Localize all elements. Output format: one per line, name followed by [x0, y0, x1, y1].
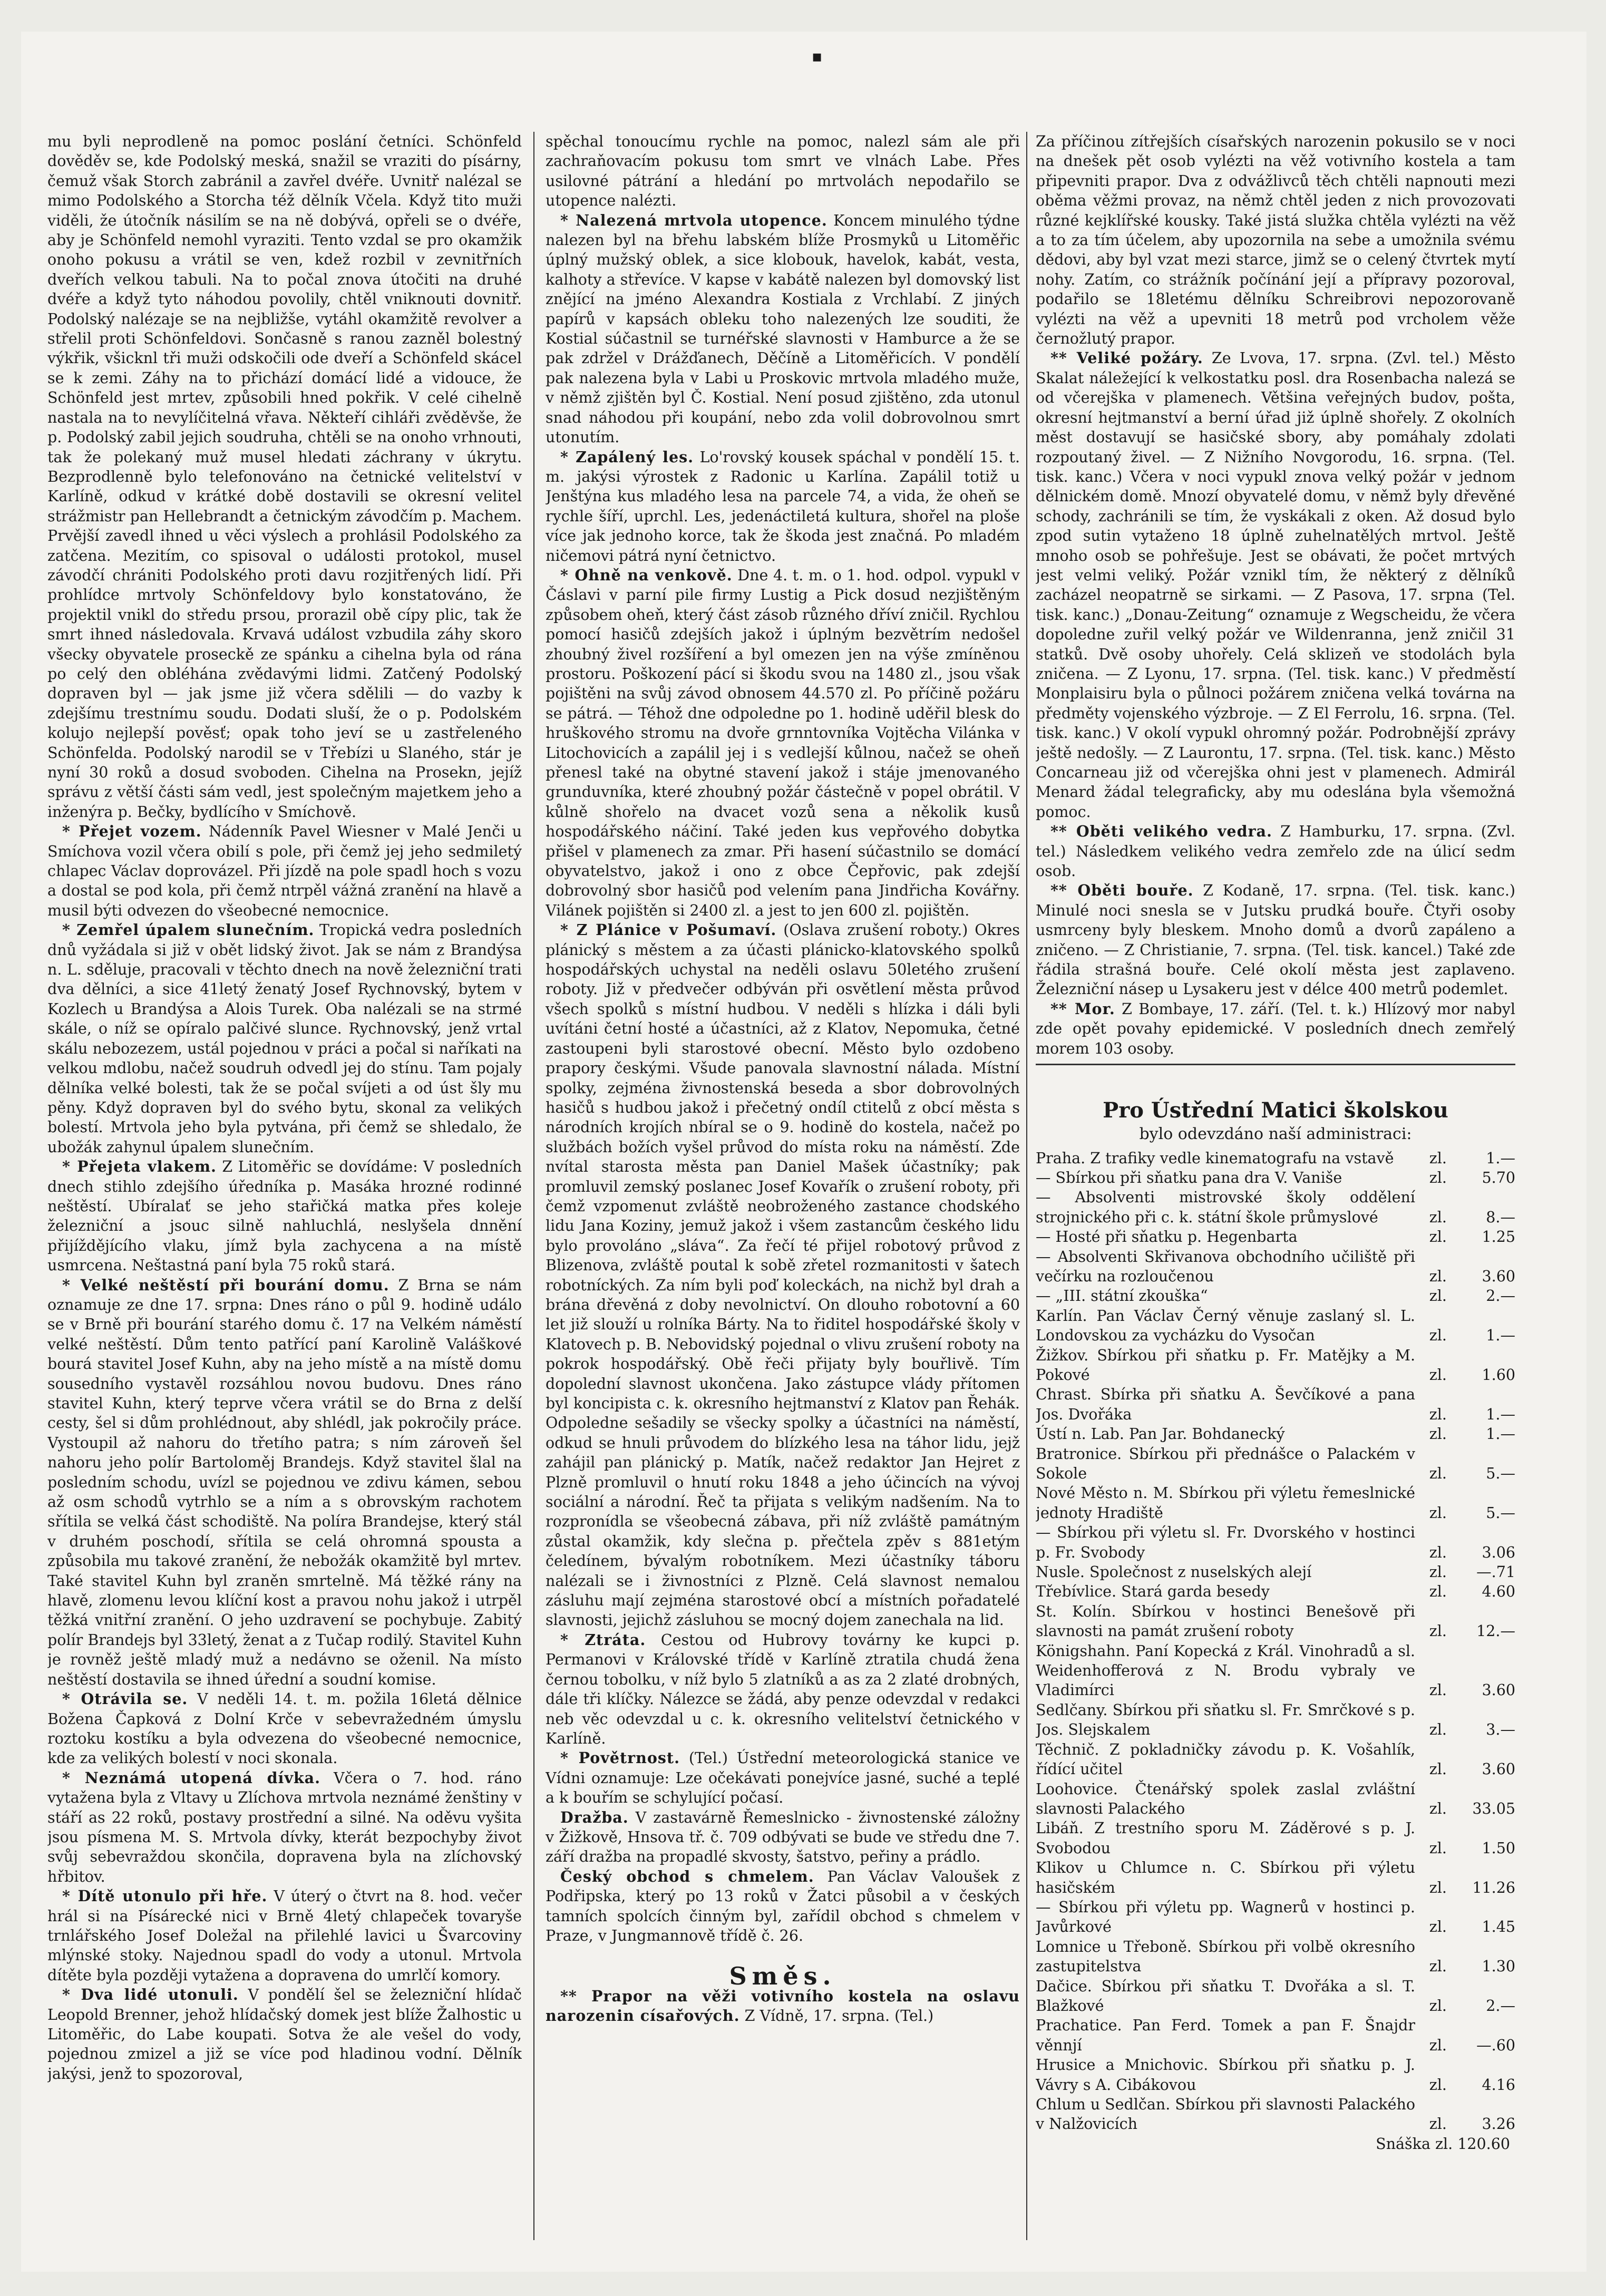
donation-currency: zl.	[1429, 1228, 1447, 1246]
article-heading: * Zemřel úpalem slunečním.	[62, 921, 315, 939]
article-text: Pan Václav Valoušek z Podřipska, který po 13 roků v Žatci působil a v českých tamních spolcích činným byl, zařídil obchod s chmelem v Praze, v Jungmannově třídě č. 26.	[546, 1867, 1020, 1944]
donation-currency: zl.	[1429, 1721, 1447, 1739]
donation-row	[1036, 1168, 1515, 1188]
donation-text: — Sbírkou při výletu sl. Fr. Dvorského v hostinci p. Fr. Svobody	[1036, 1524, 1415, 1561]
article-paragraph	[546, 1748, 1020, 1807]
donation-text: Nusle. Společnost z nuselských alejí	[1036, 1563, 1312, 1581]
article-heading: * Ztráta.	[560, 1630, 646, 1649]
article-paragraph	[47, 1768, 522, 1886]
donation-row	[1036, 1227, 1515, 1247]
article-text: Z Litoměřic se dovídáme: V posledních dnech stihlo zdejšího úředníka p. Masáka hrozné rodinné neštěstí. Ubíralať se jeho stařičká matka přes koleje železniční a jsouc silně nahluchlá, neslyšela dnnění přijíždějícího vlaku, jímž byla zachycena a na místě usmrcena. Neštastná paní byla 75 roků stará.	[47, 1158, 522, 1275]
donation-text: Ústí n. Lab. Pan Jar. Bohdanecký	[1036, 1425, 1285, 1443]
donation-amount: 5.—	[1486, 1504, 1515, 1522]
article-heading: * Přejeta vlakem.	[62, 1157, 217, 1176]
article-paragraph	[546, 1867, 1020, 1946]
donation-amount: 1.—	[1486, 1405, 1515, 1423]
donation-amount: 3.—	[1486, 1721, 1515, 1739]
donation-amount: 5.—	[1486, 1465, 1515, 1482]
donation-currency: zl.	[1429, 1681, 1447, 1699]
donation-row	[1036, 1247, 1515, 1287]
article-paragraph	[546, 566, 1020, 920]
article-heading: * Ohně na venkově.	[560, 566, 733, 584]
article-text: (Tel.) Ústřední meteorologická stanice ve Vídni oznamuje: Lze očekávati ponejvíce jasné, suché a teplé a k bouřím se schylující počasí.	[546, 1749, 1020, 1807]
donation-currency: zl.	[1429, 2036, 1447, 2054]
matice-subtitle: bylo odevzdáno naší administraci:	[1139, 1125, 1412, 1144]
donation-text: Žižkov. Sbírkou při sňatku p. Fr. Matějky a M. Pokové	[1036, 1346, 1415, 1384]
article-paragraph	[1036, 999, 1515, 1058]
donation-text: Prachatice. Pan Ferd. Tomek a pan F. Šnajdr věnnjí	[1036, 2017, 1415, 2054]
article-paragraph	[546, 1630, 1020, 1748]
donation-amount: 33.05	[1472, 1799, 1515, 1817]
donation-row	[1036, 1444, 1515, 1484]
donation-total	[1036, 2134, 1515, 2154]
donation-amount: 3.60	[1482, 1681, 1515, 1699]
donation-row	[1036, 2095, 1515, 2134]
donation-row	[1036, 1306, 1515, 1346]
article-paragraph	[47, 1985, 522, 2084]
article-paragraph	[47, 822, 522, 920]
total-currency: zl.	[1435, 2135, 1453, 2153]
donation-currency: zl.	[1429, 1997, 1447, 2015]
donation-amount: 2.—	[1486, 1997, 1515, 2015]
donation-text: Chrast. Sbírka při sňatku A. Ševčíkové a pana Jos. Dvořáka	[1036, 1386, 1415, 1423]
donation-currency: zl.	[1429, 1327, 1447, 1345]
newspaper-page	[21, 32, 1586, 2272]
donation-text: — Hosté při sňatku p. Hegenbarta	[1036, 1228, 1298, 1246]
donation-text: Königshahn. Paní Kopecká z Král. Vinohradů a sl. Weidenhofferová z N. Brodu vybraly ve Vladimírci	[1036, 1642, 1415, 1699]
article-heading: * Z Plánice v Pošumaví.	[560, 921, 777, 939]
donation-amount: 1.25	[1482, 1228, 1515, 1246]
donation-text: — „III. státní zkouška“	[1036, 1287, 1208, 1305]
donation-amount: 3.26	[1482, 2115, 1515, 2133]
article-text: V zastavárně Řemeslnicko - živnostenské záložny v Žižkově, Hnsova tř. č. 709 odbývati se bude ve středu dne 7. září dražba na propadlé skvosty, šatstvo, peřiny a prádlo.	[546, 1808, 1020, 1866]
donation-currency: zl.	[1429, 1425, 1447, 1443]
donation-row	[1036, 1898, 1515, 1937]
donation-list	[1036, 1149, 1515, 2134]
donation-text: Bratronice. Sbírkou při přednášce o Palackém v Sokole	[1036, 1445, 1415, 1482]
article-paragraph	[47, 1276, 522, 1690]
donation-amount: —.60	[1476, 2036, 1515, 2054]
article-heading: * Nalezená mrtvola utopence.	[560, 211, 828, 229]
donation-row	[1036, 1602, 1515, 1641]
top-mark: ▪	[812, 47, 823, 66]
donation-row	[1036, 1483, 1515, 1523]
column-3-articles	[1036, 132, 1515, 1058]
donation-amount: 1.30	[1482, 1958, 1515, 1976]
donation-currency: zl.	[1429, 1504, 1447, 1522]
donation-text: Třebívlice. Stará garda besedy	[1036, 1583, 1270, 1601]
donation-amount: 4.16	[1482, 2076, 1515, 2094]
donation-text: Lomnice u Třeboně. Sbírkou při volbě okresního zastupitelstva	[1036, 1938, 1415, 1976]
donation-text: Dačice. Sbírkou při sňatku T. Dvořáka a sl. T. Blažkové	[1036, 1977, 1415, 2015]
donation-currency: zl.	[1429, 1169, 1447, 1186]
donation-currency: zl.	[1429, 1583, 1447, 1601]
donation-currency: zl.	[1429, 1149, 1447, 1167]
donation-text: Karlín. Pan Václav Černý věnuje zaslaný sl. L. Londovskou za vycházku do Vysočan	[1036, 1307, 1415, 1345]
donation-row	[1036, 1286, 1515, 1306]
donation-text: Loohovice. Čtenářský spolek zaslal zvláštní slavnosti Palackého	[1036, 1780, 1415, 1817]
article-paragraph	[1036, 822, 1515, 881]
article-text: Dne 4. t. m. o 1. hod. odpol. vypukl v Čáslavi v parní pile firmy Lustig a Pick dosud nezjištěným způsobem oheň, který část zásob různého dříví zničil. Rychlou pomocí hasičů zdejších jakož i úplným bezvětrím nedošel zhoubný živel rozšíření a byl omezen jen na výše zmíněnou prostoru. Poškození pácí si škodu svou na 1480 zl., jsou však pojištěni na svůj závod obnosem 44.570 zl. Po příčině požáru se pátrá. — Téhož dne odpoledne po 1. hodině uděřil blesk do hruškového stromu na dvoře grnntovníka Vojtěcha Vilánka v Litochovicích a zapálil jej i s vedlejší kůlnou, načež se oheň přenesl také na obytné stavení jakož i stáje jmenovaného grunduvníka, které zhoubný požár částečně v popel obrátil. V kůlně shořelo na dvacet vozů sena a několik kusů hospodářského náčiní. Také jeden kus vepřového dobytka přišel v plamenech za zmar. Při hasení súčastnilo se domácí obyvatelstvo, jakož i ono z obce Čepřovic, pak zdejší dobrovolný sbor hasičů pod velením pana Jindřicha Kovářny. Vilánek pojištěn si 2400 zl. a jest to jen 600 zl. pojištěn.	[546, 566, 1020, 919]
donation-currency: zl.	[1429, 1543, 1447, 1561]
article-text: Z Hamburku, 17. srpna. (Zvl. tel.) Následkem velikého vedra zemřelo zde na úlicí sedm osob.	[1036, 823, 1515, 880]
donation-amount: 1.—	[1486, 1425, 1515, 1443]
donation-currency: zl.	[1429, 1918, 1447, 1936]
article-text: Z Bombaye, 17. září. (Tel. t. k.) Hlízový mor nabyl zde opět povahy epidemické. V posledních dnech zemřelý morem 103 osoby.	[1036, 1000, 1515, 1057]
article-heading: ** Oběti bouře.	[1050, 881, 1194, 900]
donation-row	[1036, 1818, 1515, 1858]
article-text: Ze Lvova, 17. srpna. (Zvl. tel.) Město Skalat náležející k velkostatku posl. dra Rosenbacha nalezá se od včerejška v plamenech. Většina veřejných budov, pošta, okresní hejtmanství a berní úřad již úplně shořely. Z okolních měst dostavují se hasičské sbory, aby pomáhaly zdolati rozpoutaný živel. — Z Nižního Novgorodu, 16. srpna. (Tel. tisk. kanc.) Včera v noci vypukl znova velký požár v jednom dělnickém domě. Mnozí obyvatelé domu, v němž byly dřevěné schody, zachránili se tím, že vyskákali z oken. Až dosud bylo zpod sutin vytaženo 18 úplně zuhelnatělých mrtvol. Ještě mnoho osob se pohřešuje. Jest se obávati, že počet mrtvých jest velmi veliký. Požár vznikl tím, že některý z dělníků zacházel neopatrně se sirkami. — Z Pasova, 17. srpna (Tel. tisk. kanc.) „Donau-Zeitung“ oznamuje z Wegscheidu, že včera dopoledne zuřil velký požár ve Wildenranna, jenž zničil 31 statků. Dvě osoby uhořely. Celá sklizeň ve stodolách byla zničena. — Z Lyonu, 17. srpna. (Tel. tisk. kanc.) V předměstí Monplaisiru byla o půlnoci požárem zničena velká továrna na předměty vojenského výzbroje. — Z El Ferrolu, 16. srpna. (Tel. tisk. kanc.) V okolí vypukl ohromný požár. Podrobnější zprávy ještě nedošly. — Z Laurontu, 17. srpna. (Tel. tisk. kanc.) Město Concarneau již od včerejška ohni jest v plamenech. Admirál Menard žádal telegraficky, aby mu odeslána byla všemožná pomoc.	[1036, 349, 1515, 821]
article-text: mu byli neprodleně na pomoc poslání četníci. Schönfeld dověděv se, kde Podolský meská, snažil se vraziti do písárny, čemuž však Storch zabránil a zavřel dvéře. Uvnitř nalézal se mimo Podolského a Storcha též dělník Včela. Když tito muži viděli, že útočník násilím se na ně dobývá, opřeli se o dvéře, aby je Schönfeld nemohl vyraziti. Tento vzdal se pro okamžik onoho pokusu a vrátil se ven, kdež rozbil v zevnitřních dveřích velkou tabuli. Na to počal znova útočiti na druhé dvéře a když tyto náhodou povolily, chtěl vniknouti dovnitř. Podolský nalézaje se na nejbližše, vytáhl okamžitě revolver a střelil proti Schönfeldovi. Sončasně s ranou zazněl bolestný výkřik, všicknl tři muži odskočili ode dveří a Schönfeld skácel se k zemi. Záhy na to přichází domácí lidé a vidouce, že Schönfeld jest mrtev, způsobili hned pokřik. V celé cihelně nastala na to nevylíčitelná vřava. Někteří cihláři zvěděvše, že p. Podolský zabil jejich soudruha, chtěli se na onoho vrhnouti, tak že polekaný muž musel hledati záchrany v úkrytu. Bezprodlenně bylo telefonováno na četnické velitelství v Karlíně, odkud v krátké době dostavili se okresní velitel strážmistr pan Hellebrandt a četnickým závodčím p. Machem. Prvější zavedl ihned u věci výslech a prohlásil Podolského za zatčena. Mezitím, co spisoval o události protokol, musel závodčí chrániti Podolského proti davu rozjitřených lidí. Při prohlídce mrtvoly Schönfeldovy bylo konstatováno, že projektil vnikl do středu prsou, prorazil obě cípy plic, tak že smrt ihned následovala. Krvavá událost vzbudila záhy skoro všecky obyvatele proseckě ze spánku a cihelna byla od rána po celý den obléhána zvědavými lidmi. Zatčený Podolský dopraven byl — jak jsme již včera sdělili — do vazby k zdejšímu trestnímu soudu. Dodati sluší, že o p. Podolském kolujo nejlepší pověsť; opak toho jeví se u zastřeleného Schönfelda. Podolský narodil se v Třebízi u Slaného, stár je nyní 30 roků a dosud svoboden. Cihelna na Prosekn, jejíž správu z větší části sám vedl, jest společným majetkem jeho a inženýra p. Bečky, bydlícího v Smíchově.	[47, 133, 522, 821]
donation-currency: zl.	[1429, 1879, 1447, 1896]
article-heading: ** Prapor na věži votivního kostela na oslavu narozenin císařových.	[546, 1987, 1020, 2025]
donation-text: — Absolventi mistrovské školy oddělení strojnického při c. k. státní škole průmyslové	[1036, 1189, 1415, 1226]
donation-currency: zl.	[1429, 1839, 1447, 1857]
donation-row	[1036, 1424, 1515, 1444]
donation-text: — Absolventi Skřivanova obchodního učiliště při večírku na rozloučenou	[1036, 1248, 1415, 1285]
article-text: spěchal tonoucímu rychle na pomoc, nalezl sám ale při zachraňovacím pokusu tom smrt ve vlnách Labe. Přes usilovné pátrání a hledání po mrtvolách nepodařilo se utopence nalézti.	[546, 133, 1020, 210]
donation-row	[1036, 1385, 1515, 1424]
donation-text: Hrusice a Mnichovic. Sbírkou při sňatku p. J. Vávry s A. Cibákovou	[1036, 2056, 1415, 2094]
donation-row	[1036, 1779, 1515, 1819]
article-text: V pondělí šel se železniční hlídač Leopold Brenner, jehož hlídačský domek jest blíže Žalhostic u Litoměřic, do Labe koupati. Sotva že ale vešel do vody, pojednou zmizel a již se více pod hladinou vodní. Dělník jakýsi, jenž to spozoroval,	[47, 1986, 522, 2083]
donation-amount: 8.—	[1486, 1208, 1515, 1226]
article-paragraph	[546, 132, 1020, 211]
article-paragraph	[1036, 881, 1515, 999]
donation-currency: zl.	[1429, 1958, 1447, 1976]
donation-text: Chlum u Sedlčan. Sbírkou při slavnosti Palackého v Nalžovicích	[1036, 2096, 1415, 2133]
donation-amount: 3.60	[1482, 1760, 1515, 1778]
article-text: Lo'rovský kousek spáchal v pondělí 15. t. m. jakýsi výrostek z Radonic u Karlína. Zapálil totiž u Jenštýna kus mladého lesa na parcele 74, a vida, že oheň se rychle šíří, uprchl. Les, jedenáctiletá kultura, shořel na ploše více jak jednoho korce, tak že škoda jest značná. Po mladém ničemovi pátrá nyní četnictvo.	[546, 448, 1020, 565]
article-paragraph	[546, 211, 1020, 447]
article-text: V úterý o čtvrt na 8. hod. večer hrál si na Písárecké nici v Brně 4letý chlapeček tovaryše trnlářského Josef Doležal na přilehlé lavici u Švarcoviny mlýnské stoky. Najednou spadl do vody a utonul. Mrtvola dítěte byla později vytažena a dopravena do umrlčí komory.	[47, 1888, 522, 1984]
donation-currency: zl.	[1429, 1267, 1447, 1285]
donation-text: Nové Město n. M. Sbírkou při výletu řemeslnické jednoty Hradiště	[1036, 1484, 1415, 1522]
column-2-articles	[546, 132, 1020, 1945]
donation-text: Těchnič. Z pokladničky závodu p. K. Vošahlík, řídící učitel	[1036, 1740, 1415, 1778]
donation-text: St. Kolín. Sbírkou v hostinci Benešově při slavnosti na památ zrušení roboty	[1036, 1602, 1415, 1640]
column-rule	[533, 132, 534, 2240]
donation-row	[1036, 1641, 1515, 1700]
donation-text: Libáň. Z trestního sporu M. Záděrové s p. J. Svobodou	[1036, 1820, 1415, 1857]
article-paragraph	[47, 132, 522, 822]
article-heading: * Neznámá utopená dívka.	[62, 1768, 321, 1787]
donation-row	[1036, 2055, 1515, 2095]
donation-text: Sedlčany. Sbírkou při sňatku sl. Fr. Smrčkové s p. Jos. Slejskalem	[1036, 1701, 1415, 1739]
donation-amount: 12.—	[1476, 1622, 1515, 1640]
total-amount: 120.60	[1457, 2135, 1510, 2153]
donation-amount: 4.60	[1482, 1583, 1515, 1601]
donation-row	[1036, 1740, 1515, 1779]
article-heading: ** Mor.	[1050, 999, 1115, 1018]
section-masthead: Směs.	[729, 1962, 836, 1991]
donation-amount: —.71	[1476, 1563, 1515, 1581]
donation-currency: zl.	[1429, 1287, 1447, 1305]
donation-row	[1036, 1858, 1515, 1898]
donation-text: — Sbírkou při výletu pp. Wagnerů v hostinci p. Javůrkové	[1036, 1898, 1415, 1936]
article-text: (Oslava zrušení roboty.) Okres plánický s městem a za účasti plánicko-klatovského spolků hospodářských uchystal na neděli oslavu 50letého zrušení roboty. Již v předvečer odbýván při osvětlení města průvod všech spolků s místní hudbou. V neděli s hlízka i dáli byli uvítáni četní hosté a účastníci, až z Klatov, Nepomuka, četné zastoupeni byli starostové obecní. Město bylo ozdobeno prapory českými. Všude panovala slavnostní nálada. Místní spolky, zejména živnostenská beseda a sbor dobrovolných hasičů s hudbou jakož i přečetný ondíl ctitelů z obcí města s národních krojích nbíral se o 9. hodině do kostela, načež po službách božích vyšel průvod do místa roku na náměstí. Zde nvítal starosta města pan Daniel Mašek účastníky; pak promluvil zemský poslanec Josef Kovařík o zrušení roboty, při čemž vzpomenut zvláště neobroženého zastance chodského lidu Jana Koziny, jemuž jakož i všem zastancům českého lidu bylo provoláno „sláva“. Za řečí té přijel robotový průvod z Blizenova, zvláště poutal k sobě zřetel rozmanitosti v šatech robotníckých. Za ním byli poď koleckách, na nichž byl drah a brána dřevěná z doby nevolnictví. On dlouho robotovní a 60 let již slouží u rolníka Bárty. Na to řiditel hospodářské školy v Klatovech p. B. Nebovidský pojednal o vlivu zrušení roboty na pokrok hospodářský. Obě řeči přijaty byly bouřlivě. Tím dopolední slavnost ukončena. Jako zástupce vlády přítomen byl koncipista c. k. okresního hejtmanství z Klatov pan Řehák. Odpoledne sešadily se všecky spolky a účastníci na náměstí, odkud se hnuli průvodem do blízkého lesa na táhor lidu, jejž zahájil pan plánický p. Matík, načež redaktor Jan Hejret z Plzně promluvil o hnutí roku 1848 a jeho účincích na vývoj sociální a národní. Řeč ta přijata s velikým nadšením. Na to rozpronídla se všeobecná zábava, při níž zvláště památným zůstal okamžik, kdy slečna p. přečtela zpěv s 881etým čeledínem, bývalým robotníkem. Mezi účastníky táboru nalézali se i živnostníci z Plzně. Celá slavnost nemalou zásluhu mají zejména starostové obcí a místních pořadatelé slavnosti, jejichž zásluhou se mocný dojem zanechala na lid.	[546, 921, 1020, 1629]
donation-row	[1036, 1188, 1515, 1227]
donation-amount: 3.06	[1482, 1543, 1515, 1561]
donation-currency: zl.	[1429, 1622, 1447, 1640]
donation-currency: zl.	[1429, 1208, 1447, 1226]
article-paragraph	[546, 447, 1020, 566]
donation-row	[1036, 1937, 1515, 1977]
donation-text: — Sbírkou při sňatku pana dra V. Vaniše	[1036, 1169, 1342, 1186]
donation-amount: 11.26	[1472, 1879, 1515, 1896]
article-heading: ** Veliké požáry.	[1050, 349, 1203, 367]
article-text: Z Kodaně, 17. srpna. (Tel. tisk. kanc.) Minulé noci snesla se v Jutsku prudká bouře. Čtyři osoby usmrceny byly bleskem. Mnoho domů a dvorů zapáleno a zničeno. — Z Christianie, 7. srpna. (Tel. tisk. kancel.) Také zde řádila strašná bouře. Celé okolí města jest zaplaveno. Železniční násep u Lysakeru jest v délce 400 metrů podemlet.	[1036, 882, 1515, 998]
article-text: Za příčinou zítřejších císařských narozenin pokusilo se v noci na dnešek pět osob vylézti na věž votivního kostela a tam připevniti prapor. Dva z odvážlivců těch chtěli napnouti mezi oběma věžmi provaz, na němž chtěl jeden z nich provozovati různé kejklířské kousky. Také jistá služka chtěla vylézti na věž a to za tím účelem, aby upozornila na sebe a umožnila svému dědovi, aby byl vzat mezi starce, jimž se o celený čtvrtek mytí nohy. Zatím, co strážník počínání její a přípravy pozoroval, podařilo se 18letému dělníku Schreibrovi nepozorovaně vylézti na věž a upevniti 18 metrů pod vrcholem věže černožlutý prapor.	[1036, 133, 1515, 348]
column-2	[546, 132, 1020, 2235]
donation-row	[1036, 2016, 1515, 2055]
article-paragraph	[47, 1157, 522, 1275]
article-paragraph	[47, 1886, 522, 1985]
article-paragraph	[546, 920, 1020, 1630]
donation-amount: 1.50	[1482, 1839, 1515, 1857]
article-heading: * Velké neštěstí při bourání domu.	[62, 1276, 390, 1294]
total-label: Snáška	[1376, 2135, 1430, 2153]
donation-currency: zl.	[1429, 1563, 1447, 1581]
article-text: Cestou od Hubrovy továrny ke kupci p. Permanovi v Královské třídě v Karlíně ztratila chudá žena černou tobolku, v níž bylo 5 zlatníků a as za 2 zlaté drobných, dále tři klíčky. Nálezce se žádá, aby penze odevzdal v redakci neb věc odevzdal u c. k. okresního velitelství četnického v Karlíně.	[546, 1631, 1020, 1747]
donation-amount: 1.60	[1482, 1366, 1515, 1384]
column-1	[47, 132, 522, 2235]
donation-amount: 2.—	[1486, 1287, 1515, 1305]
donation-currency: zl.	[1429, 2115, 1447, 2133]
article-paragraph	[47, 1689, 522, 1768]
article-heading: Český obchod s chmelem.	[560, 1867, 814, 1885]
article-paragraph	[546, 1987, 1020, 2026]
article-text: Tropická vedra posledních dnů vyžádala si již v obět lidský život. Jak se nám z Brandýsa n. L. sděluje, pracovali v těchto dnech na nově železniční trati dva dělníci, a sice 41letý ženatý Josef Rychnovský, bytem v Kozlech u Brandýsa a Alois Turek. Oba nalézali se na strmé skále, o níž se opíralo palčivé slunce. Rychnovský, jenž vrtal skálu nebozezem, ustál pojednou v práci a počal si naříkati na velkou mdlobu, načež soudruh odvedl jej do stínu. Tam pojaly dělníka velké bolesti, tak že se počal svíjeti a od úst šly mu pěny. Když dopraven byl do svého bytu, skonal za velikých bolestí. Mrtvola jeho byla pytvána, při čemž se shledalo, že ubožák zahynul úpalem slunečním.	[47, 921, 522, 1156]
donation-text: Klikov u Chlumce n. C. Sbírkou při výletu hasičském	[1036, 1859, 1415, 1896]
donation-row	[1036, 1346, 1515, 1385]
donation-amount: 1.—	[1486, 1327, 1515, 1345]
article-heading: Dražba.	[560, 1808, 629, 1826]
article-heading: * Dítě utonulo při hře.	[62, 1887, 268, 1905]
column-3	[1036, 132, 1515, 2235]
donation-row	[1036, 1977, 1515, 2016]
article-paragraph	[1036, 132, 1515, 348]
article-paragraph	[546, 1808, 1020, 1867]
donation-text: Praha. Z trafiky vedle kinematografu na vstavě	[1036, 1149, 1394, 1167]
donation-amount: 1.45	[1482, 1918, 1515, 1936]
article-text: Nádenník Pavel Wiesner v Malé Jenči u Smíchova vozil včera obilí s pole, při čemž jej jeho sedmiletý chlapec Václav doprovázel. Při jízdě na pole spadl hoch s vozu a dostal se pod kola, při čemž ntrpěl vážná zranění na hlavě a musil býti odvezen do všeobecné nemocnice.	[47, 823, 522, 919]
donation-amount: 5.70	[1482, 1169, 1515, 1186]
donation-row	[1036, 1700, 1515, 1740]
section-divider	[1036, 1064, 1515, 1065]
article-heading: * Přejet vozem.	[62, 822, 202, 841]
donation-currency: zl.	[1429, 1366, 1447, 1384]
column-rule	[1026, 132, 1027, 2240]
article-heading: * Zapálený les.	[560, 447, 694, 466]
matice-title: Pro Ústřední Matici školskou	[1103, 1098, 1448, 1123]
donation-currency: zl.	[1429, 1760, 1447, 1778]
article-text: Z Brna se nám oznamuje ze dne 17. srpna: Dnes ráno o půl 9. hodině událo se v Brně při bourání starého domu č. 17 na Velkém náměstí velké neštěstí. Dům tento patřící paní Karolině Valáškové bourá stavitel Josef Kuhn, aby na jeho místě a na místě domu sousedního vystavěl rozsáhlou novou budovu. Dnes ráno stavitel Kuhn, který teprve včera vrátil se do Brna z delší cesty, šel si dům prohlédnout, aby shlédl, jak pokročily práce. Vystoupil až nahoru do třetího patra; s ním zároveň šel nahoru jeho polír Bartoloměj Brandejs. Když stavitel šlal na posledním schodu, uvízl se pojednou ve zdivu kámen, sebou až osm schodů vytrhlo se a ním a s obrovským rachotem sřítila se velká část schodiště. Na políra Brandejse, který stál v druhém poschodí, sřítila se celá ohromná spousta a způsobila mu takové zranění, že nebožák okamžitě byl mrtev. Také stavitel Kuhn byl zraněn smrtelně. Má těžké rány na hlavě, zlomenu levou klíční kost a pravou nohu jakož i utrpěl těžká vnitřní zranění. O jeho uzdravení se pochybuje. Zabitý polír Brandejs byl 33letý, ženat a z Tučap rodilý. Stavitel Kuhn je rovněž ještě mladý muž a nedávno se oženil. Na místo neštěstí dostavila se ihned úřední a soudní komise.	[47, 1276, 522, 1688]
article-paragraph	[1036, 348, 1515, 822]
article-text: Z Vídně, 17. srpna. (Tel.)	[744, 2007, 934, 2025]
donation-row	[1036, 1149, 1515, 1168]
article-text: V neděli 14. t. m. požila 16letá dělnice Božena Čapková z Dolní Krče v sebevražedném úmyslu roztoku kostíku a byla odvezena do všeobecné nemocnice, kde za velikých bolestí v noci skonala.	[47, 1690, 522, 1767]
donation-currency: zl.	[1429, 2076, 1447, 2094]
donation-currency: zl.	[1429, 1799, 1447, 1817]
donation-row	[1036, 1582, 1515, 1601]
article-heading: * Povětrnost.	[560, 1749, 680, 1767]
article-paragraph	[47, 920, 522, 1157]
donation-amount: 1.—	[1486, 1149, 1515, 1167]
donation-row	[1036, 1562, 1515, 1582]
article-heading: * Otrávila se.	[62, 1690, 188, 1708]
article-heading: * Dva lidé utonuli.	[62, 1986, 239, 2004]
donation-row	[1036, 1523, 1515, 1562]
article-text: Koncem minulého týdne nalezen byl na břehu labském blíže Prosmyků u Litoměřic úplný mužský oblek, a sice klobouk, havelok, kabát, vesta, kalhoty a střevíce. V kapse v kabátě nalezen byl domovský list znějící na jméno Alexandra Kostiala z Vrchlabí. Z jiných papírů v kapsách obleku toho nalezených lze souditi, že Kostial súčastnil se turnéřské slavnosti v Hamburce a že se pak zdržel v Drážďanech, Děčíně a Litoměřicích. V pondělí pak nalezena byla v Labi u Proskovic mrtvola mladého muže, v němž zjištěn byl Č. Kostial. Není posud zjištěno, zda utonul snad náhodou při koupání, nebo zda volil dobrovolnou smrt utonutím.	[546, 211, 1020, 446]
article-heading: ** Oběti velikého vedra.	[1050, 822, 1272, 841]
donation-amount: 3.60	[1482, 1267, 1515, 1285]
donation-currency: zl.	[1429, 1465, 1447, 1482]
donation-currency: zl.	[1429, 1405, 1447, 1423]
article-text: Včera o 7. hod. ráno vytažena byla z Vltavy u Zlíchova mrtvola neznámé ženštiny v stáří as 22 roků, postavy prostřední a silné. Na oděvu vyšita jsou písmena M. S. Mrtvola dívky, kterát bezpochyby život svůj sebevraždou skončila, dopravena byla na zlíchovský hřbitov.	[47, 1769, 522, 1885]
